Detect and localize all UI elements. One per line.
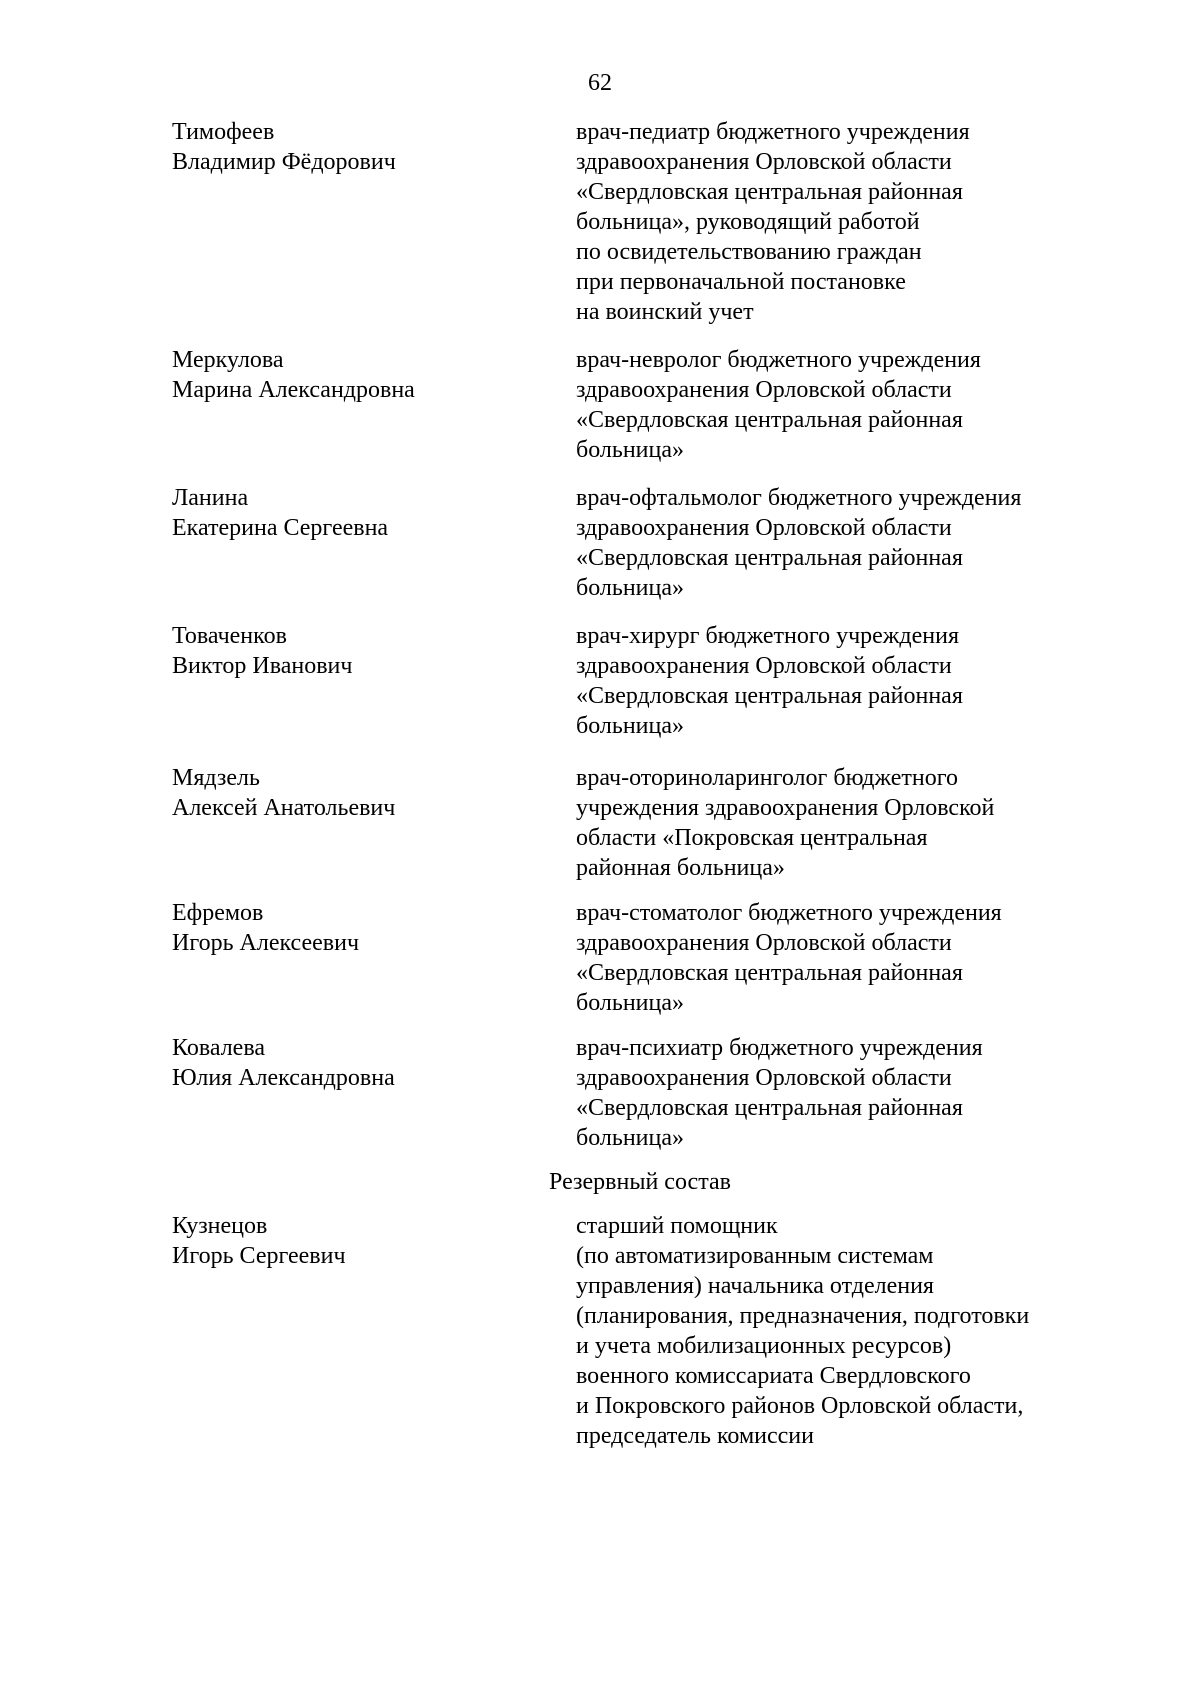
position-line: военного комиссариата Свердловского <box>576 1363 971 1389</box>
position-line: здравоохранения Орловской области <box>576 377 952 403</box>
position-line: старший помощник <box>576 1213 778 1239</box>
member-entry <box>0 763 1200 883</box>
member-surname: Меркулова <box>172 347 284 373</box>
member-entry <box>0 621 1200 741</box>
member-given-names: Игорь Сергеевич <box>172 1243 346 1269</box>
member-name <box>172 117 552 177</box>
position-line: (по автоматизированным системам <box>576 1243 934 1269</box>
position-line: врач-хирург бюджетного учреждения <box>576 623 959 649</box>
member-position <box>576 117 1136 327</box>
position-line: при первоначальной постановке <box>576 269 906 295</box>
member-position <box>576 1033 1136 1153</box>
member-surname: Мядзель <box>172 765 260 791</box>
member-given-names: Юлия Александровна <box>172 1065 395 1091</box>
member-name <box>172 1033 552 1093</box>
member-entry <box>0 898 1200 1018</box>
position-line: и учета мобилизационных ресурсов) <box>576 1333 952 1359</box>
position-line: больница» <box>576 437 684 463</box>
commission-member-list <box>0 117 1200 1451</box>
member-position <box>576 483 1136 603</box>
position-line: управления) начальника отделения <box>576 1273 934 1299</box>
member-surname: Ланина <box>172 485 249 511</box>
position-line: районная больница» <box>576 855 785 881</box>
member-surname: Кузнецов <box>172 1213 268 1239</box>
position-line: «Свердловская центральная районная <box>576 683 963 709</box>
member-given-names: Алексей Анатольевич <box>172 795 396 821</box>
position-line: врач-психиатр бюджетного учреждения <box>576 1035 983 1061</box>
position-line: «Свердловская центральная районная <box>576 1095 963 1121</box>
member-name <box>172 621 552 681</box>
member-given-names: Владимир Фёдорович <box>172 149 396 175</box>
position-line: здравоохранения Орловской области <box>576 653 952 679</box>
member-given-names: Марина Александровна <box>172 377 415 403</box>
reserve-section-heading: Резервный состав <box>549 1169 731 1195</box>
member-name <box>172 483 552 543</box>
position-line: (планирования, предназначения, подготовки <box>576 1303 1030 1329</box>
member-given-names: Екатерина Сергеевна <box>172 515 389 541</box>
position-line: врач-невролог бюджетного учреждения <box>576 347 981 373</box>
position-line: больница» <box>576 575 684 601</box>
position-line: «Свердловская центральная районная <box>576 960 963 986</box>
position-line: учреждения здравоохранения Орловской <box>576 795 995 821</box>
position-line: больница» <box>576 713 684 739</box>
member-position <box>576 898 1136 1018</box>
position-line: здравоохранения Орловской области <box>576 515 952 541</box>
member-name <box>172 1211 552 1271</box>
main-composition <box>0 117 1200 1153</box>
member-given-names: Игорь Алексеевич <box>172 930 360 956</box>
member-name <box>172 898 552 958</box>
member-surname: Товаченков <box>172 623 287 649</box>
position-line: здравоохранения Орловской области <box>576 930 952 956</box>
position-line: «Свердловская центральная районная <box>576 407 963 433</box>
member-surname: Ефремов <box>172 900 264 926</box>
position-line: и Покровского районов Орловской области, <box>576 1393 1024 1419</box>
position-line: председатель комиссии <box>576 1423 814 1449</box>
member-position <box>576 345 1136 465</box>
member-position <box>576 763 1136 883</box>
position-line: больница» <box>576 990 684 1016</box>
position-line: области «Покровская центральная <box>576 825 928 851</box>
page-number: 62 <box>588 70 612 96</box>
position-line: «Свердловская центральная районная <box>576 179 963 205</box>
member-given-names: Виктор Иванович <box>172 653 353 679</box>
member-position <box>576 621 1136 741</box>
member-entry <box>0 117 1200 327</box>
member-name <box>172 345 552 405</box>
member-position <box>576 1211 1136 1451</box>
position-line: больница» <box>576 1125 684 1151</box>
member-surname: Тимофеев <box>172 119 275 145</box>
member-entry <box>0 345 1200 465</box>
member-entry <box>0 1211 1200 1451</box>
member-entry <box>0 483 1200 603</box>
reserve-composition <box>0 1211 1200 1451</box>
position-line: здравоохранения Орловской области <box>576 149 952 175</box>
position-line: врач-педиатр бюджетного учреждения <box>576 119 970 145</box>
member-name <box>172 763 552 823</box>
member-surname: Ковалева <box>172 1035 265 1061</box>
position-line: врач-офтальмолог бюджетного учреждения <box>576 485 1022 511</box>
position-line: по освидетельствованию граждан <box>576 239 922 265</box>
position-line: врач-оториноларинголог бюджетного <box>576 765 959 791</box>
member-entry <box>0 1033 1200 1153</box>
position-line: на воинский учет <box>576 299 754 325</box>
position-line: «Свердловская центральная районная <box>576 545 963 571</box>
position-line: врач-стоматолог бюджетного учреждения <box>576 900 1002 926</box>
position-line: больница», руководящий работой <box>576 209 920 235</box>
position-line: здравоохранения Орловской области <box>576 1065 952 1091</box>
